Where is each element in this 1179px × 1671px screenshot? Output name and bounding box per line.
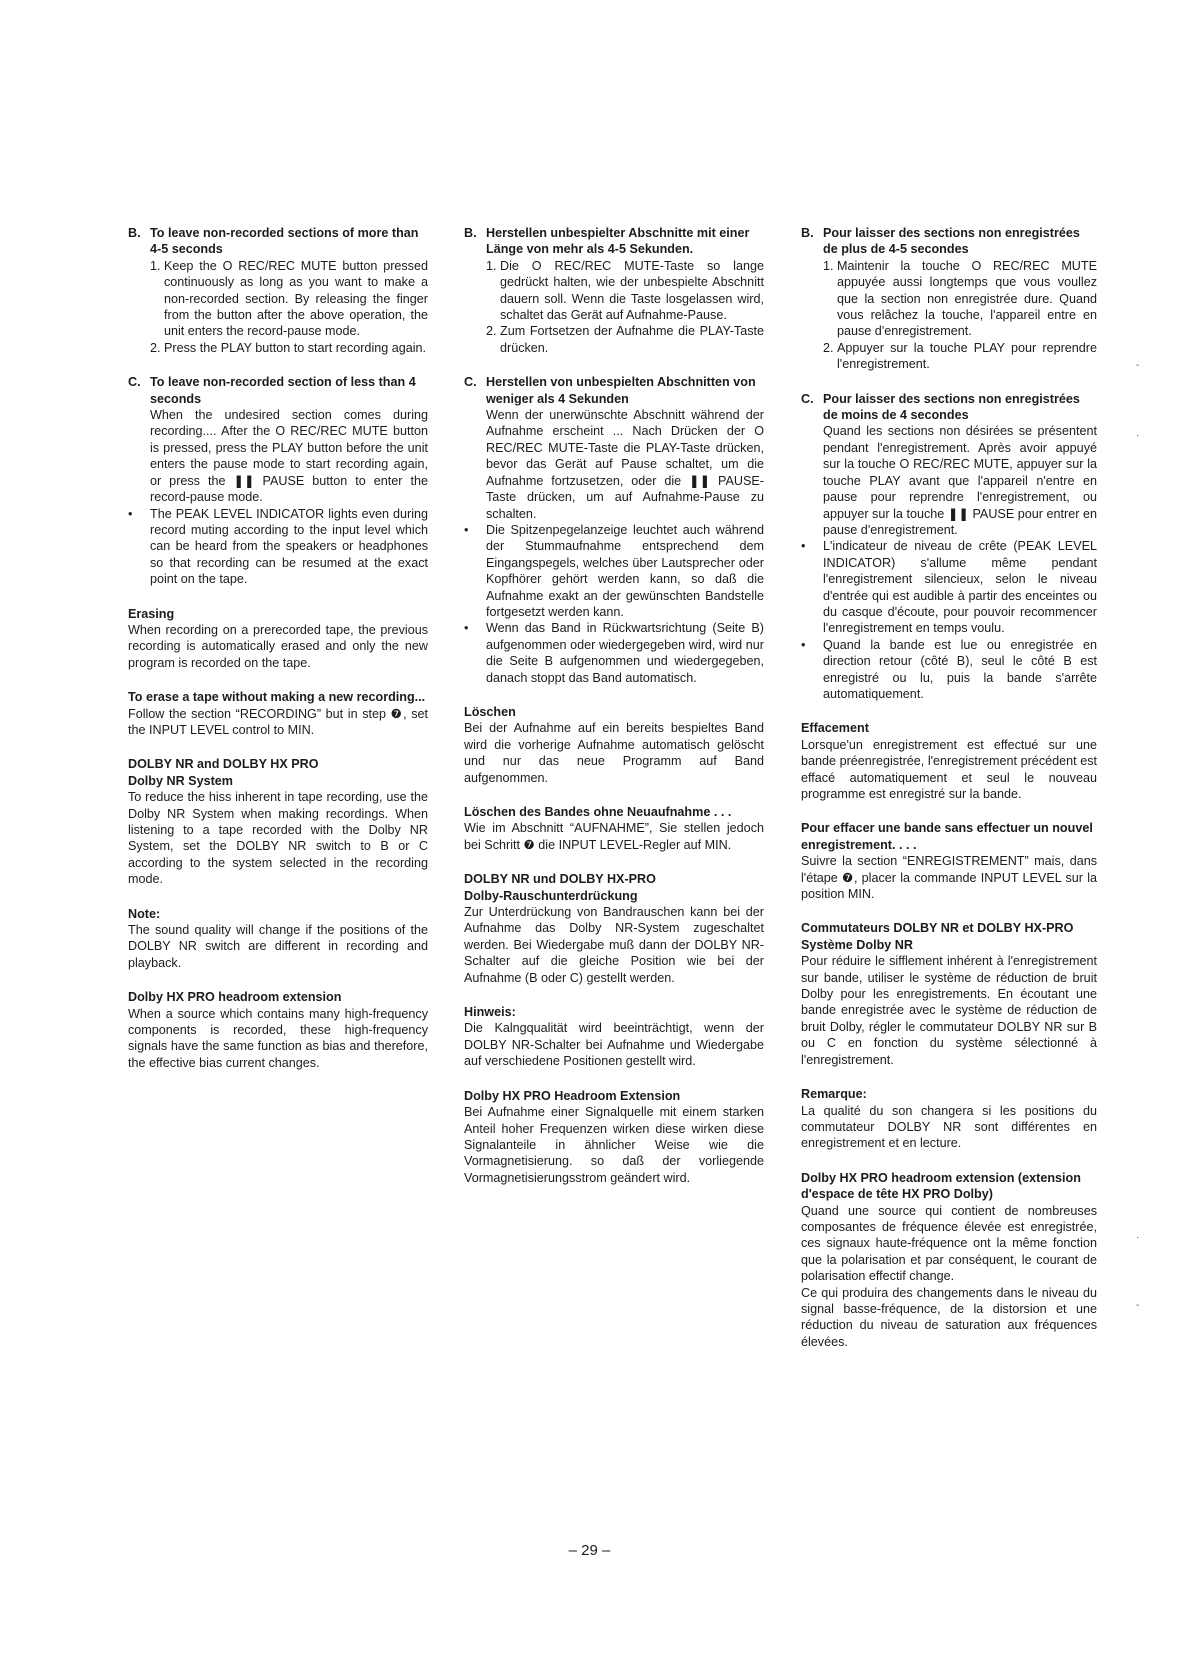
section-letter: B. [128,226,141,240]
step: 2. Zum Fortsetzen der Aufnahme die PLAY-Taste drücken. [486,324,764,355]
heading: Löschen [464,704,516,719]
paragraph: Ce qui produira des changements dans le niveau du signal basse-fréquence, de la distorsion et une réduction du niveau de saturation aux fréquences élevées. [801,1285,1097,1349]
de-hinweis [464,1004,764,1070]
subheading: Dolby-Rauschunterdrückung [464,888,638,903]
paragraph: Zur Unterdrückung von Bandrauschen kann bei der Aufnahme das Dolby NR-System zugeschaltet werden. Bei Wiedergabe muß dann der DOLBY NR-Schalter auf die gleiche Position wie bei der Aufnahme (B oder C) gestellt werden. [464,905,764,985]
scan-mark: - [1136,360,1140,371]
paragraph: Lorsque'un enregistrement est effectué sur une bande préenregistrée, l'enregistrement précédent est effacé automatiquement et seul le nouveau programme est enregistré sur la bande. [801,737,1097,801]
subheading: Dolby NR System [128,773,233,788]
en-dolby [128,756,428,887]
section-letter: C. [801,391,814,406]
paragraph: Pour réduire le sifflement inhérent à l'enregistrement sur bande, utiliser le système de réduction de bruit Dolby pour les enregistrements. En écoutant une bande enregistrée avec le système de réduction de bruit Dolby, régler le commutateur DOLBY NR sur B ou C en fonction du système sélectionné à l'enregistrement. [801,954,1097,1067]
fr-section-b [801,225,1097,373]
heading: Dolby HX PRO headroom extension [128,990,342,1005]
paragraph: When a source which contains many high-frequency components is recorded, these high-frequency signals have the same function as bias and therefore, the effective bias current changes. [128,1006,428,1070]
paragraph: Bei Aufnahme einer Signalquelle mit einem starken Anteil hoher Frequenzen wirken diese wirken diese Signalanteile in ähnlicher Weise wie die Vormagnetisierung. so daß der vorliegende Vormagnetisierungsstrom geändert wird. [464,1105,764,1185]
german-column [464,225,764,1204]
section-title: Pour laisser des sections non enregistrées de plus de 4-5 secondes [823,226,1080,257]
bullet-item: • L'indicateur de niveau de crête (PEAK LEVEL INDICATOR) s'allume même pendant l'enregistrement silencieux, selon le niveau d'entrée qui est audible à partir des enceintes ou du casque d'écoute, pour pouvoir recommencer l'enregistrement en temps voulu. [801,539,1097,636]
heading: DOLBY NR und DOLBY HX-PRO [464,872,656,887]
section-text: When the undesired section comes during recording.... After the O REC/REC MUTE button is pressed, press the PLAY button before the unit enters the pause mode to start recording again, or press the ❚❚ PAUSE button to enter the record-pause mode. [150,408,428,505]
heading: Remarque: [801,1087,867,1102]
en-hx [128,989,428,1071]
fr-hx [801,1170,1097,1350]
paragraph: To reduce the hiss inherent in tape recording, use the Dolby NR System when making recordings. When listening to a tape recorded with the Dolby NR System, set the DOLBY NR switch to B or C according to the system selected in the recording mode. [128,790,428,887]
en-erasing [128,606,428,672]
french-column [801,225,1097,1368]
de-section-c [464,374,764,686]
paragraph: Follow the section “RECORDING” but in step ❼, set the INPUT LEVEL control to MIN. [128,706,428,737]
heading: Löschen des Bandes ohne Neuaufnahme . . . [464,805,732,819]
de-loeschen [464,704,764,786]
section-title: To leave non-recorded sections of more than 4-5 seconds [150,226,419,257]
section-letter: B. [464,226,477,240]
step: 2. Press the PLAY button to start recording again. [150,340,427,355]
step: 1. Maintenir la touche O REC/REC MUTE appuyée aussi longtemps que vous voullez que la section non enregistrée dure. Quand vous relâchez la touche, l'appareil entre en pause d'enregistrement. [823,258,1097,339]
section-letter: B. [801,226,814,240]
paragraph: Suivre la section “ENREGISTREMENT” mais, dans l'étape ❼, placer la commande INPUT LEVEL sur la position MIN. [801,854,1097,902]
de-section-b [464,225,764,356]
section-text: Wenn der unerwünschte Abschnitt während der Aufnahme erscheint ... Nach Drücken der O REC/REC MUTE-Taste die PLAY-Taste drücken, bevor das Gerät auf Pause schaltet, um die Aufnahme fortzusetzen, oder die ❚❚ PAUSE-Taste drücken, um auf Aufnahme-Pause zu schalten. [486,408,764,521]
heading: Dolby HX PRO headroom extension (extension d'espace de tête HX PRO Dolby) [801,1170,1081,1202]
paragraph: Die Kalngqualität wird beeinträchtigt, wenn der DOLBY NR-Schalter bei Aufnahme und Wiedergabe auf verschiedene Positionen gestellt wird. [464,1021,764,1069]
de-hx [464,1088,764,1186]
paragraph: When recording on a prerecorded tape, the previous recording is automatically erased and only the new program is recorded on the tape. [128,622,428,670]
section-letter: C. [464,375,477,390]
heading: Pour effacer une bande sans effectuer un nouvel enregistrement. . . . [801,821,1093,852]
page-number: – 29 – [568,1542,611,1559]
en-section-b [128,225,428,356]
paragraph: The sound quality will change if the positions of the DOLBY NR switch are different in recording and playback. [128,923,428,970]
heading: Effacement [801,721,869,736]
scan-mark: · [1136,430,1140,441]
en-erase-tape [128,689,428,738]
bullet-item: • Quand la bande est lue ou enregistrée en direction retour (côté B), seul le côté B est enregistré ou lu, puis la bande s'arrête automatiquement. [801,637,1097,701]
paragraph: Bei der Aufnahme auf ein bereits bespieltes Band wird die vorherige Aufnahme automatisch gelöscht und nur das neue Programm auf Band aufgenommen. [464,721,764,785]
step: 1. Die O REC/REC MUTE-Taste so lange gedrückt halten, wie der unbespielte Abschnitt dauern soll. Wenn die Taste losgelassen wird, schaltet das Gerät auf Aufnahme-Pause. [486,258,764,323]
step: 1. Keep the O REC/REC MUTE button pressed continuously as long as you want to make a non-recorded section. By releasing the finger from the button after the above operation, the unit enters the record-pause mode. [150,258,428,339]
heading: Dolby HX PRO Headroom Extension [464,1088,681,1103]
section-title: To leave non-recorded section of less than 4 seconds [150,375,416,406]
en-note [128,906,428,972]
step: 2. Appuyer sur la touche PLAY pour reprendre l'enregistrement. [823,340,1097,372]
step-list [486,258,764,356]
section-title: Pour laisser des sections non enregistrées de moins de 4 secondes [823,391,1080,423]
english-column [128,225,428,1089]
section-title: Herstellen von unbespielten Abschnitten von weniger als 4 Sekunden [486,375,756,406]
de-loeschen-band [464,804,764,853]
fr-section-c [801,391,1097,703]
heading: Hinweis: [464,1005,516,1020]
heading: Note: [128,906,161,921]
en-section-c [128,374,428,587]
heading: Erasing [128,606,175,621]
paragraph: La qualité du son changera si les positions du commutateur DOLBY NR sont différentes en enregistrement et en lecture. [801,1103,1097,1151]
fr-dolby [801,920,1097,1068]
paragraph: Quand une source qui contient de nombreuses composantes de fréquence élevée est enregistrée, ces signaux haute-fréquence ont la même fonction que la polarisation et par conséquent, le courant de polarisation effectif change. [801,1203,1097,1284]
paragraph: Wie im Abschnitt “AUFNAHME”, Sie stellen jedoch bei Schritt ❼ die INPUT LEVEL-Regler auf MIN. [464,821,764,852]
bullet-item: • Die Spitzenpegelanzeige leuchtet auch während der Stummaufnahme entsprechend dem Eingangspegels, welches über Lautsprecher oder Kopfhörer gehört werden kann, so daß die Aufnahme exakt an der gewünschten Bandstelle fortgesetzt werden kann. [464,522,764,619]
section-title: Herstellen unbespielter Abschnitte mit einer Länge von mehr als 4-5 Sekunden. [486,226,750,257]
step-list [823,258,1097,373]
heading: To erase a tape without making a new recording... [128,690,426,705]
heading: Commutateurs DOLBY NR et DOLBY HX-PRO [801,921,1074,936]
fr-effacer-bande [801,820,1097,902]
fr-effacement [801,720,1097,802]
scan-mark: - [1136,1300,1140,1311]
section-text: Quand les sections non désirées se présentent pendant l'enregistrement. Après avoir appuyé sur la touche O REC/REC MUTE, appuyer sur la touche PLAY avant que l'appareil n'entre en pause pour reprendre l'enregistrement, ou appuyer sur la touche ❚❚ PAUSE pour entrer en pause d'enregistrement. [823,424,1097,537]
fr-remarque [801,1086,1097,1152]
section-letter: C. [128,375,141,390]
scan-mark: · [1136,1232,1140,1243]
subheading: Système Dolby NR [801,937,913,952]
de-dolby [464,871,764,986]
step-list [150,258,428,356]
bullet-item: • Wenn das Band in Rückwartsrichtung (Seite B) aufgenommen oder wiedergegeben wird, wird nur die Seite B aufgenommen und wiedergegeben, danach stoppt das Band automatisch. [464,621,764,685]
heading: DOLBY NR and DOLBY HX PRO [128,757,319,772]
bullet-item: • The PEAK LEVEL INDICATOR lights even during record muting according to the input level which can be heard from the speakers or headphones so that recording can be resumed at the exact point on the tape. [128,506,428,587]
